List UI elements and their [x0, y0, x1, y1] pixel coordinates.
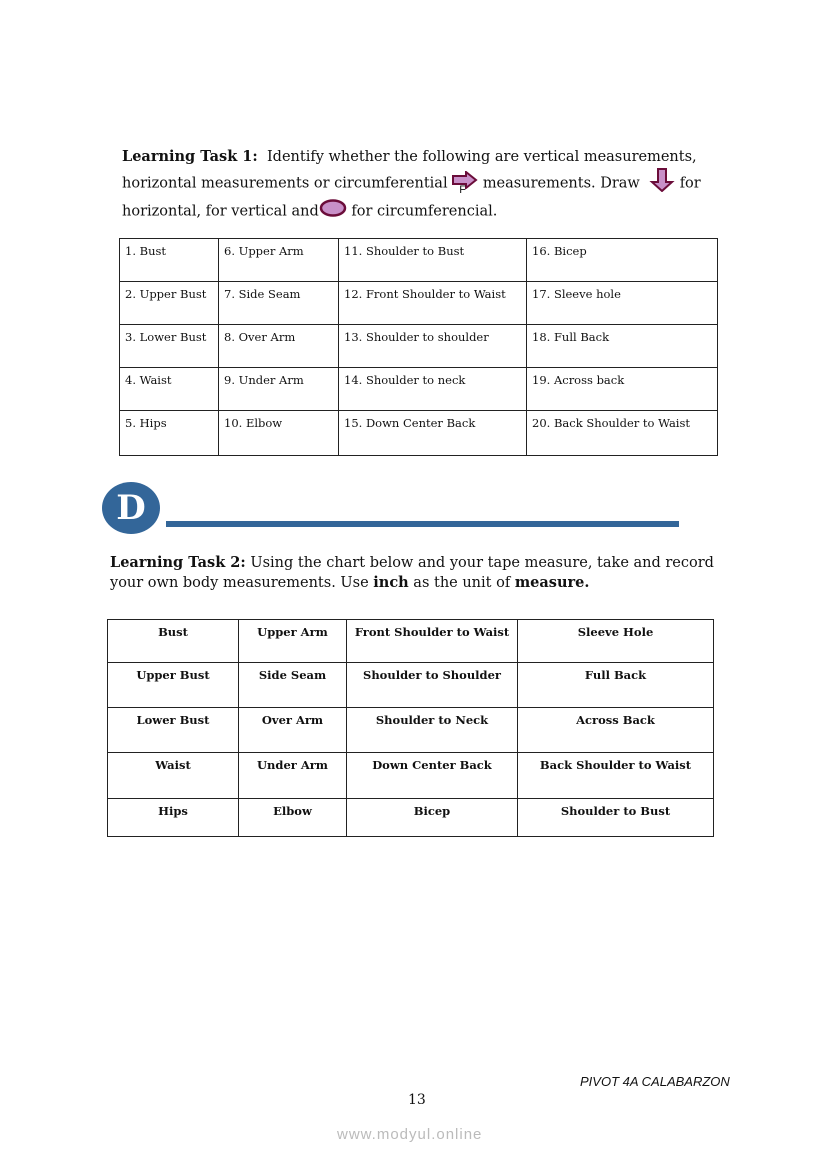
table-cell: 19. Across back: [527, 368, 718, 411]
table-row: [120, 368, 718, 411]
table-cell: 2. Upper Bust: [120, 282, 219, 325]
table-cell: Upper Arm: [239, 620, 347, 663]
table-cell: 12. Front Shoulder to Waist: [339, 282, 527, 325]
table-cell: 9. Under Arm: [219, 368, 339, 411]
table-cell: 10. Elbow: [219, 411, 339, 456]
table-cell: 8. Over Arm: [219, 325, 339, 368]
task2-label: Learning Task 2:: [110, 554, 246, 571]
table-cell: Back Shoulder to Waist: [518, 753, 714, 799]
table-row: [108, 753, 714, 799]
table-row: [120, 325, 718, 368]
table-row: [120, 282, 718, 325]
table-cell: Sleeve Hole: [518, 620, 714, 663]
task1-instructions: [122, 146, 701, 224]
text: as the unit of: [413, 575, 511, 591]
table-cell: Down Center Back: [347, 753, 518, 799]
table-row: [120, 239, 718, 282]
table-cell: Upper Bust: [108, 663, 239, 708]
footer-brand: PIVOT 4A CALABARZON: [580, 1074, 730, 1089]
text: Using the chart below and your tape measure, take and record: [250, 555, 714, 571]
table-cell: 14. Shoulder to neck: [339, 368, 527, 411]
task1-label: Learning Task 1:: [122, 148, 258, 165]
text: for: [679, 175, 701, 192]
text: for circumferencial.: [351, 203, 498, 220]
table-cell: Side Seam: [239, 663, 347, 708]
table-cell: 5. Hips: [120, 411, 219, 456]
table-row: [120, 411, 718, 456]
section-d-badge: D: [102, 482, 160, 534]
table-cell: 20. Back Shoulder to Waist: [527, 411, 718, 456]
table-cell: Under Arm: [239, 753, 347, 799]
text: measurements. Draw: [482, 175, 640, 192]
table-cell: Bicep: [347, 799, 518, 837]
table-cell: Shoulder to Bust: [518, 799, 714, 837]
watermark: www.modyul.online: [337, 1126, 483, 1143]
table-cell: 1. Bust: [120, 239, 219, 282]
table-cell: 17. Sleeve hole: [527, 282, 718, 325]
table-row: [108, 799, 714, 837]
arrow-caption: F: [459, 184, 466, 196]
table-cell: 3. Lower Bust: [120, 325, 219, 368]
table-cell: Shoulder to Shoulder: [347, 663, 518, 708]
table-cell: 11. Shoulder to Bust: [339, 239, 527, 282]
right-arrow-icon: [452, 171, 478, 196]
table-cell: Lower Bust: [108, 708, 239, 753]
table-cell: 6. Upper Arm: [219, 239, 339, 282]
table-cell: Full Back: [518, 663, 714, 708]
task2-instructions: [110, 553, 714, 593]
task2-table: [107, 619, 714, 837]
table-cell: Bust: [108, 620, 239, 663]
table-cell: 16. Bicep: [527, 239, 718, 282]
text: horizontal measurements or circumferential: [122, 175, 448, 192]
page-number: 13: [408, 1092, 426, 1108]
section-divider: [166, 521, 679, 527]
text: Identify whether the following are vertical measurements,: [266, 149, 697, 165]
unit: inch: [373, 574, 409, 591]
text: your own body measurements. Use: [110, 575, 369, 591]
text: measure.: [514, 574, 590, 591]
table-cell: Shoulder to Neck: [347, 708, 518, 753]
table-row: [108, 620, 714, 663]
task1-table: [119, 238, 718, 456]
table-cell: Over Arm: [239, 708, 347, 753]
table-cell: Front Shoulder to Waist: [347, 620, 518, 663]
ellipse-icon: [319, 199, 347, 224]
table-cell: 18. Full Back: [527, 325, 718, 368]
text: horizontal, for vertical and: [122, 203, 319, 220]
down-arrow-icon: [649, 168, 675, 199]
table-row: [108, 708, 714, 753]
table-cell: Across Back: [518, 708, 714, 753]
table-cell: Waist: [108, 753, 239, 799]
table-cell: Elbow: [239, 799, 347, 837]
table-row: [108, 663, 714, 708]
table-cell: Hips: [108, 799, 239, 837]
table-cell: 4. Waist: [120, 368, 219, 411]
table-cell: 15. Down Center Back: [339, 411, 527, 456]
table-cell: 13. Shoulder to shoulder: [339, 325, 527, 368]
table-cell: 7. Side Seam: [219, 282, 339, 325]
